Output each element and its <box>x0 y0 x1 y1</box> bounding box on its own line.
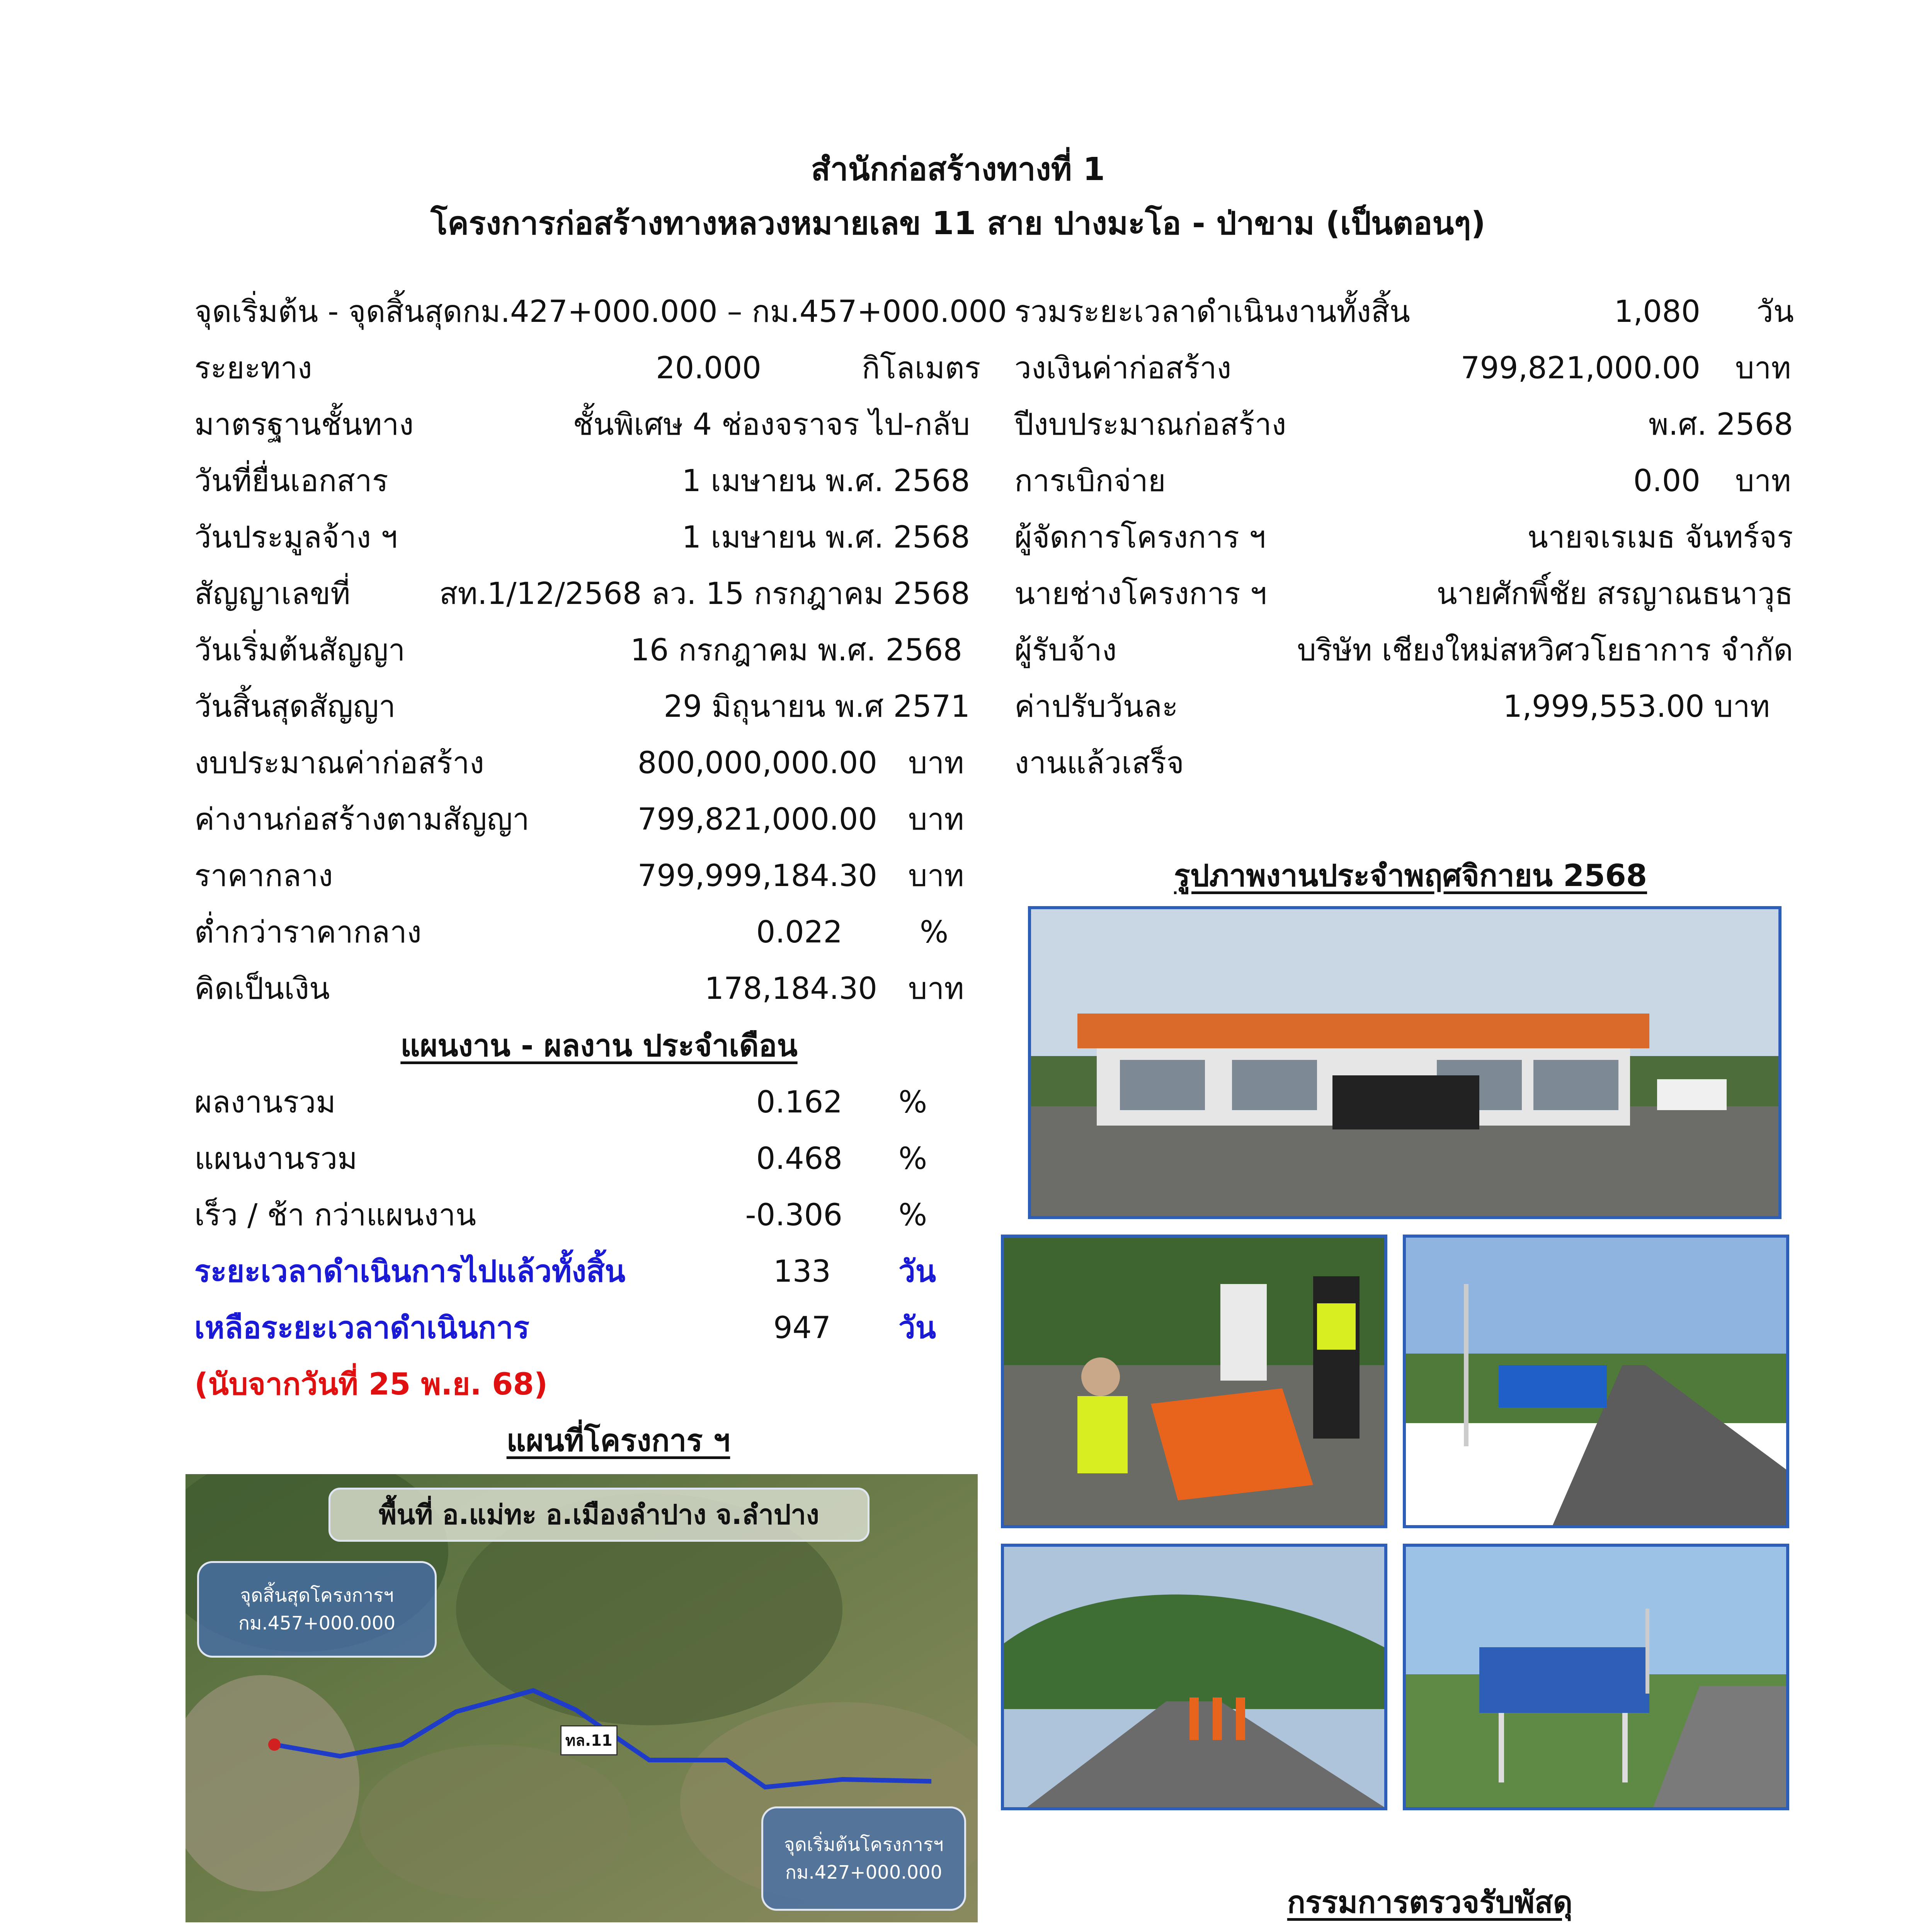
remaining-unit: วัน <box>898 1311 936 1345</box>
info-value: นายศักพิ์ชัย สรญาณธนาวุธ <box>1436 577 1793 611</box>
info-value: 799,821,000.00 <box>1460 351 1700 386</box>
info-unit: บาท <box>1735 464 1791 498</box>
plan-value: 0.162 <box>756 1085 842 1120</box>
info-value: 799,999,184.30 <box>637 859 877 893</box>
plan-label: เร็ว / ช้า กว่าแผนงาน <box>194 1198 476 1233</box>
info-value: 29 มิถุนายน พ.ศ 2571 <box>664 689 970 724</box>
info-label: วันเริ่มต้นสัญญา <box>194 633 405 668</box>
elapsed-unit: วัน <box>898 1254 936 1289</box>
info-label: นายช่างโครงการ ฯ <box>1014 577 1267 611</box>
elapsed-value: 133 <box>773 1254 831 1289</box>
map-start-km: กม.427+000.000 <box>785 1862 943 1883</box>
remaining-value: 947 <box>773 1311 831 1345</box>
info-label: งานแล้วเสร็จ <box>1014 746 1184 781</box>
info-unit: กิโลเมตร <box>862 351 981 386</box>
info-value: 0.00 <box>1633 464 1700 498</box>
info-label: มาตรฐานชั้นทาง <box>194 407 414 442</box>
map-heading: แผนที่โครงการ ฯ <box>506 1423 730 1458</box>
map-area-banner <box>328 1488 870 1542</box>
info-value: 799,821,000.00 <box>637 802 877 837</box>
info-label: ค่าปรับวันละ <box>1014 689 1178 724</box>
info-label: ราคากลาง <box>194 859 333 893</box>
count-note: (นับจากวันที่ 25 พ.ย. 68) <box>194 1367 548 1402</box>
info-label: วันประมูลจ้าง ฯ <box>194 520 398 555</box>
office-title: สำนักก่อสร้างทางที่ 1 <box>811 151 1105 188</box>
info-label: งบประมาณค่าก่อสร้าง <box>194 746 484 781</box>
map-area-text: พื้นที่ อ.แม่ทะ อ.เมืองลำปาง จ.ลำปาง <box>379 1498 819 1531</box>
committee-heading: กรรมการตรวจรับพัสดุ <box>1287 1885 1573 1920</box>
office-building-photo <box>1028 906 1782 1219</box>
sign-work-photo <box>1001 1235 1387 1528</box>
info-value: 1,999,553.00 บาท <box>1503 689 1770 724</box>
info-value: 1,080 <box>1614 294 1700 329</box>
info-unit: บาท <box>908 746 964 781</box>
road-crew-photo <box>1001 1544 1387 1810</box>
road-sign-photo <box>1403 1235 1789 1528</box>
info-label: ผู้จัดการโครงการ ฯ <box>1014 520 1266 555</box>
billboard-photo <box>1403 1544 1789 1810</box>
info-value: 800,000,000.00 <box>637 746 877 781</box>
info-label: ปีงบประมาณก่อสร้าง <box>1014 407 1286 442</box>
info-unit: บาท <box>1735 351 1791 386</box>
plan-value: -0.306 <box>745 1198 842 1233</box>
plan-label: แผนงานรวม <box>194 1141 357 1176</box>
info-value: บริษัท เชียงใหม่สหวิศวโยธาการ จำกัด <box>1297 633 1793 668</box>
info-label: ค่างานก่อสร้างตามสัญญา <box>194 802 529 837</box>
info-label: วันที่ยื่นเอกสาร <box>194 464 388 498</box>
info-label: คิดเป็นเงิน <box>194 971 330 1006</box>
map-end-callout <box>197 1561 437 1658</box>
info-unit: % <box>920 915 949 950</box>
plan-unit: % <box>898 1198 927 1233</box>
info-value: 20.000 <box>656 351 761 386</box>
info-value: 1 เมษายน พ.ศ. 2568 <box>682 464 970 498</box>
map-start-label: จุดเริ่มต้นโครงการฯ <box>784 1834 944 1855</box>
project-title: โครงการก่อสร้างทางหลวงหมายเลข 11 สาย ปางมะโอ - ป่าขาม (เป็นตอนๆ) <box>431 205 1485 242</box>
map-end-label: จุดสิ้นสุดโครงการฯ <box>240 1585 394 1606</box>
remaining-label: เหลือระยะเวลาดำเนินการ <box>194 1311 529 1345</box>
info-label: ระยะทาง <box>194 351 312 386</box>
info-value: นายจเรเมธ จันทร์จร <box>1527 520 1793 555</box>
map-road-label: ทล.11 <box>560 1725 618 1755</box>
elapsed-label: ระยะเวลาดำเนินการไปแล้วทั้งสิ้น <box>194 1254 626 1289</box>
info-label: วันสิ้นสุดสัญญา <box>194 689 396 724</box>
plan-value: 0.468 <box>756 1141 842 1176</box>
plan-heading: แผนงาน - ผลงาน ประจำเดือน <box>400 1029 798 1063</box>
info-label: สัญญาเลขที่ <box>194 577 351 611</box>
project-map <box>185 1474 978 1922</box>
info-label: รวมระยะเวลาดำเนินงานทั้งสิ้น <box>1014 294 1410 329</box>
info-value: 0.022 <box>756 915 842 950</box>
info-label: ผู้รับจ้าง <box>1014 633 1117 668</box>
info-unit: บาท <box>908 971 964 1006</box>
plan-unit: % <box>898 1085 927 1120</box>
plan-unit: % <box>898 1141 927 1176</box>
info-value: 16 กรกฎาคม พ.ศ. 2568 <box>630 633 962 668</box>
info-label: ต่ำกว่าราคากลาง <box>194 915 422 950</box>
photos-heading: รูปภาพงานประจำพฤศจิกายน 2568 <box>1174 859 1647 893</box>
info-label: จุดเริ่มต้น - จุดสิ้นสุดกม.427+000.000 – กม.457+000.000 <box>194 294 1007 329</box>
info-value: ชั้นพิเศษ 4 ช่องจราจร ไป-กลับ <box>573 407 970 442</box>
info-unit: วัน <box>1756 294 1794 329</box>
info-unit: บาท <box>908 802 964 837</box>
info-label: วงเงินค่าก่อสร้าง <box>1014 351 1232 386</box>
map-end-km: กม.457+000.000 <box>238 1612 396 1634</box>
info-label: การเบิกจ่าย <box>1014 464 1166 498</box>
info-value: สท.1/12/2568 ลว. 15 กรกฎาคม 2568 <box>439 577 970 611</box>
info-unit: บาท <box>908 859 964 893</box>
info-value: พ.ศ. 2568 <box>1649 407 1793 442</box>
plan-label: ผลงานรวม <box>194 1085 336 1120</box>
info-value: 178,184.30 <box>704 971 877 1006</box>
info-value: 1 เมษายน พ.ศ. 2568 <box>682 520 970 555</box>
map-start-callout <box>761 1806 966 1911</box>
